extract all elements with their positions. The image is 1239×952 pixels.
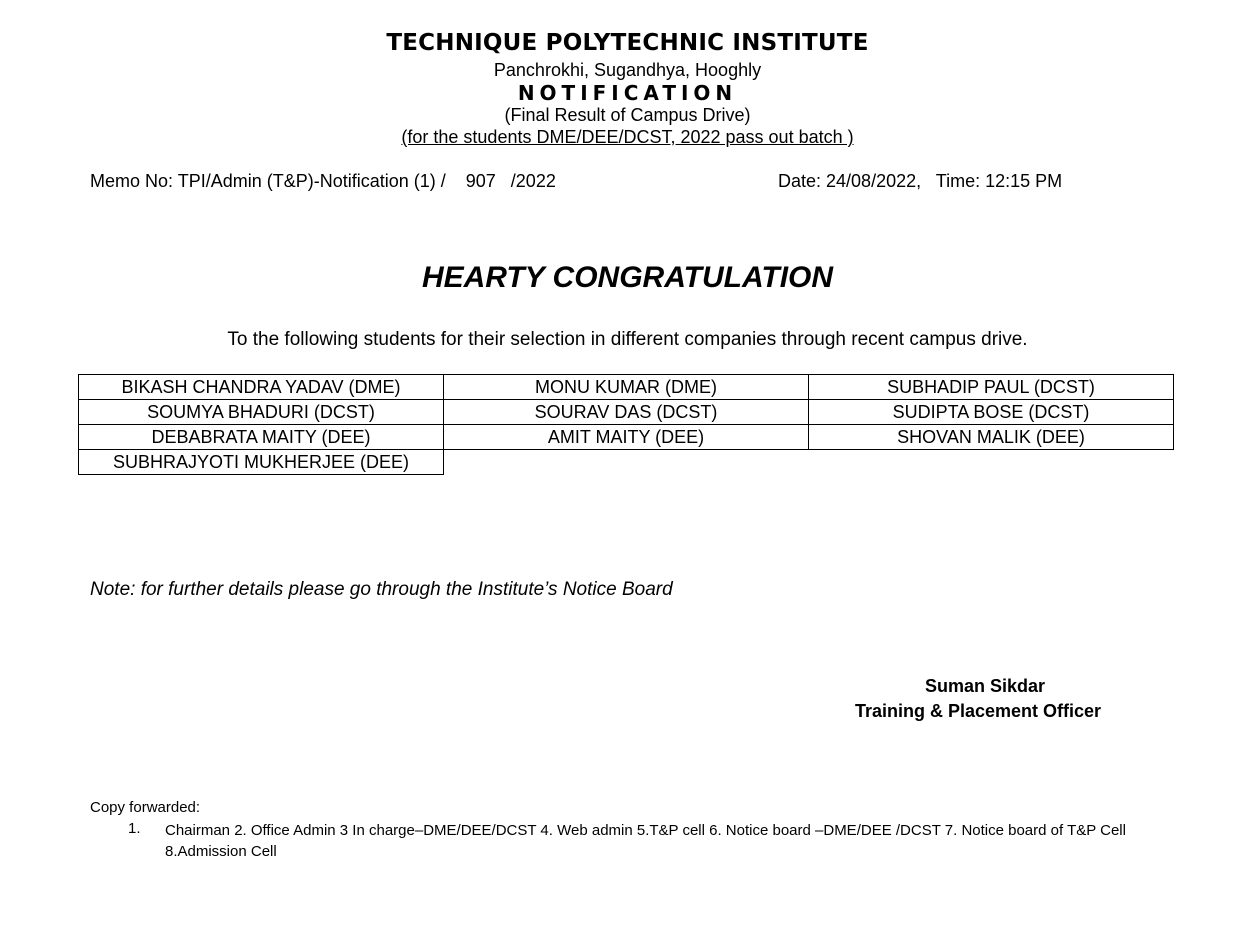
empty-cell [444,450,809,475]
student-cell: AMIT MAITY (DEE) [444,425,809,450]
table-row [79,375,1174,400]
empty-cell [809,450,1174,475]
student-cell: MONU KUMAR (DME) [444,375,809,400]
table-row [79,400,1174,425]
signatory-name: Suman Sikdar [924,676,1046,696]
student-cell: SUBHRAJYOTI MUKHERJEE (DEE) [79,450,444,475]
congratulation-intro: To the following students for their selection in different companies through recent campus drive. [227,329,1028,350]
table-row [79,450,1174,475]
date-time: Date: 24/08/2022, Time: 12:15 PM [778,171,1063,191]
copy-list-number: 1. [128,820,141,837]
student-cell: BIKASH CHANDRA YADAV (DME) [79,375,444,400]
notice-batch-line: (for the students DME/DEE/DCST, 2022 pass out batch ) [401,127,854,147]
memo-number: Memo No: TPI/Admin (T&P)-Notification (1) / 907 /2022 [90,171,556,191]
congratulation-title: HEARTY CONGRATULATION [421,261,834,294]
notice-subtitle: (Final Result of Campus Drive) [504,105,751,125]
student-cell: DEBABRATA MAITY (DEE) [79,425,444,450]
student-cell: SUBHADIP PAUL (DCST) [809,375,1174,400]
copy-forwarded-label: Copy forwarded: [90,799,201,816]
selected-students-table [78,374,1174,475]
institute-name: TECHNIQUE POLYTECHNIC INSTITUTE [386,30,869,56]
signatory-designation: Training & Placement Officer [854,701,1102,721]
student-cell: SUDIPTA BOSE (DCST) [809,400,1174,425]
copy-list-text: Chairman 2. Office Admin 3 In charge–DME/DEE/DCST 4. Web admin 5.T&P cell 6. Notice board –DME/DEE /DCST 7. Notice board of T&P Cell 8.Admission Cell [165,822,1126,860]
table-row [79,425,1174,450]
notice-heading: NOTIFICATION [517,81,738,105]
note-text: Note: for further details please go through the Institute’s Notice Board [90,579,673,600]
student-cell: SHOVAN MALIK (DEE) [809,425,1174,450]
student-cell: SOURAV DAS (DCST) [444,400,809,425]
institute-address: Panchrokhi, Sugandhya, Hooghly [493,60,762,80]
student-cell: SOUMYA BHADURI (DCST) [79,400,444,425]
